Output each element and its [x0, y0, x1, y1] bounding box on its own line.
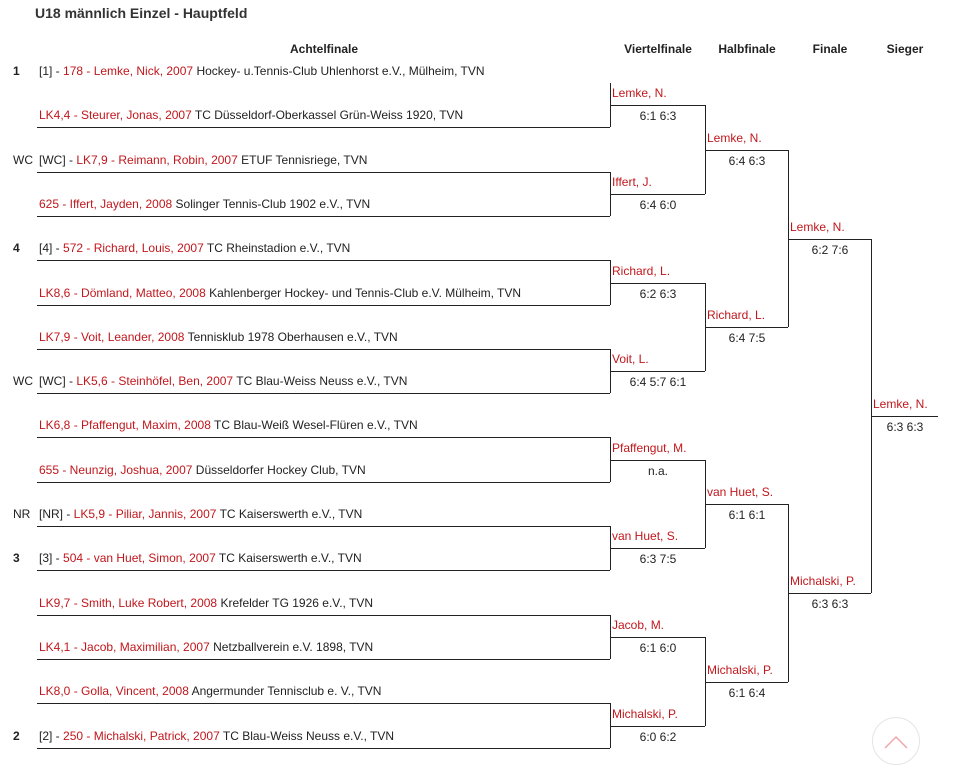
winner-line [610, 726, 705, 727]
winner-name: Michalski, P. [790, 574, 856, 588]
player-name: 625 - Iffert, Jayden, 2008 [39, 197, 173, 211]
player-club: Hockey- u.Tennis-Club Uhlenhorst e.V., Mülheim, TVN [196, 64, 485, 78]
match-score: 6:1 6:0 [639, 641, 677, 655]
winner-line [610, 637, 705, 638]
entry-underline [37, 305, 610, 306]
page-title: U18 männlich Einzel - Hauptfeld [35, 5, 248, 21]
winner-name: Richard, L. [612, 264, 671, 278]
player-club: Tennisklub 1978 Oberhausen e.V., TVN [187, 330, 398, 344]
entry-underline [37, 659, 610, 660]
winner-name: van Huet, S. [707, 485, 774, 499]
player-name: 572 - Richard, Louis, 2007 [63, 241, 204, 255]
match-score: 6:1 6:1 [728, 508, 766, 522]
player-club: TC Blau-Weiß Wesel-Flüren e.V., TVN [214, 418, 418, 432]
player-name: 655 - Neunzig, Joshua, 2007 [39, 463, 193, 477]
match-score: 6:3 6:3 [811, 597, 849, 611]
entry-row [39, 241, 350, 255]
player-name: LK5,9 - Piliar, Jannis, 2007 [73, 507, 217, 521]
entry-row [39, 729, 394, 743]
player-club: Krefelder TG 1926 e.V., TVN [220, 596, 373, 610]
player-name: 504 - van Huet, Simon, 2007 [63, 551, 216, 565]
entry-prefix: [WC] - [39, 153, 77, 167]
seed-label: 2 [13, 729, 20, 743]
match-score: n.a. [647, 464, 669, 478]
winner-name: Lemke, N. [707, 131, 762, 145]
player-club: ETUF Tennisriege, TVN [241, 153, 368, 167]
seed-label: NR [13, 507, 31, 521]
entry-underline [37, 703, 610, 704]
seed-label: 1 [13, 64, 20, 78]
player-name: LK7,9 - Voit, Leander, 2008 [39, 330, 185, 344]
match-score: 6:1 6:4 [728, 686, 766, 700]
winner-name: van Huet, S. [612, 529, 679, 543]
player-name: LK9,7 - Smith, Luke Robert, 2008 [39, 596, 218, 610]
match-score: 6:1 6:3 [639, 109, 677, 123]
champion-score: 6:3 6:3 [886, 420, 924, 434]
entry-underline [37, 349, 610, 350]
player-club: TC Blau-Weiss Neuss e.V., TVN [236, 374, 408, 388]
player-club: Netzballverein e.V. 1898, TVN [213, 640, 374, 654]
match-score: 6:4 6:0 [639, 198, 677, 212]
winner-line [610, 105, 705, 106]
entry-prefix: [2] - [39, 729, 64, 743]
entry-prefix: [NR] - [39, 507, 74, 521]
entry-underline [37, 393, 610, 394]
winner-line [788, 239, 871, 240]
entry-underline [37, 482, 610, 483]
winner-name: Michalski, P. [612, 707, 678, 721]
winner-name: Pfaffengut, M. [612, 441, 687, 455]
entry-prefix: [1] - [39, 64, 64, 78]
entry-row [39, 640, 373, 654]
player-name: LK8,6 - Dömland, Matteo, 2008 [39, 286, 206, 300]
entry-row [39, 418, 418, 432]
player-club: TC Düsseldorf-Oberkassel Grün-Weiss 1920, TVN [194, 108, 464, 122]
winner-line [610, 283, 705, 284]
scroll-to-top-button[interactable] [872, 717, 920, 765]
match-score: 6:4 6:3 [728, 154, 766, 168]
player-club: Angermunder Tennisclub e. V., TVN [191, 684, 382, 698]
chevron-up-icon [873, 718, 919, 764]
match-score: 6:2 7:6 [811, 243, 849, 257]
entry-row [39, 108, 463, 122]
winner-line [705, 504, 788, 505]
header-sieger: Sieger [886, 42, 924, 56]
player-club: TC Rheinstadion e.V., TVN [206, 241, 351, 255]
player-name: LK8,0 - Golla, Vincent, 2008 [39, 684, 189, 698]
player-name: LK6,8 - Pfaffengut, Maxim, 2008 [39, 418, 211, 432]
entry-underline [37, 260, 610, 261]
entry-prefix: [4] - [39, 241, 64, 255]
winner-name: Jacob, M. [612, 618, 665, 632]
winner-name: Voit, L. [612, 352, 649, 366]
entry-row [39, 64, 485, 78]
entry-underline [37, 748, 610, 749]
entry-row [39, 551, 362, 565]
header-viertelfinale: Viertelfinale [624, 42, 692, 56]
winner-line [610, 548, 705, 549]
player-name: LK7,9 - Reimann, Robin, 2007 [76, 153, 238, 167]
player-club: Solinger Tennis-Club 1902 e.V., TVN [175, 197, 371, 211]
entry-underline [37, 526, 610, 527]
entry-underline [37, 172, 610, 173]
entry-underline [37, 615, 610, 616]
match-score: 6:0 6:2 [639, 730, 677, 744]
winner-line [610, 371, 705, 372]
seed-label: WC [13, 374, 33, 388]
winner-name: Iffert, J. [612, 175, 652, 189]
player-name: LK4,4 - Steurer, Jonas, 2007 [39, 108, 192, 122]
entry-row [39, 330, 398, 344]
entry-row [39, 463, 366, 477]
winner-line [610, 194, 705, 195]
entry-prefix: [3] - [39, 551, 64, 565]
winner-name: Lemke, N. [790, 220, 845, 234]
winner-name: Richard, L. [707, 308, 766, 322]
entry-row [39, 684, 381, 698]
entry-underline [37, 216, 610, 217]
entry-row [39, 197, 370, 211]
match-score: 6:4 5:7 6:1 [629, 375, 687, 389]
player-name: LK5,6 - Steinhöfel, Ben, 2007 [76, 374, 234, 388]
entry-prefix: [WC] - [39, 374, 77, 388]
entry-row [39, 374, 407, 388]
entry-row [39, 153, 367, 167]
player-name: LK4,1 - Jacob, Maximilian, 2007 [39, 640, 210, 654]
winner-line [705, 682, 788, 683]
seed-label: 3 [13, 551, 20, 565]
player-club: TC Kaiserswerth e.V., TVN [219, 507, 363, 521]
player-club: Kahlenberger Hockey- und Tennis-Club e.V. Mülheim, TVN [209, 286, 522, 300]
winner-line [705, 150, 788, 151]
winner-line [705, 327, 788, 328]
player-club: Düsseldorfer Hockey Club, TVN [195, 463, 366, 477]
winner-name: Lemke, N. [612, 86, 667, 100]
header-finale: Finale [812, 42, 848, 56]
winner-name: Michalski, P. [707, 663, 773, 677]
player-club: TC Kaiserswerth e.V., TVN [218, 551, 362, 565]
winner-line [788, 593, 871, 594]
match-score: 6:4 7:5 [728, 331, 766, 345]
winner-line [610, 460, 705, 461]
champion-line [871, 416, 938, 417]
entry-row [39, 596, 373, 610]
header-achtelfinale: Achtelfinale [289, 42, 359, 56]
entry-row [39, 286, 521, 300]
champion-name: Lemke, N. [873, 397, 928, 411]
seed-label: WC [13, 153, 33, 167]
match-score: 6:3 7:5 [639, 552, 677, 566]
player-club: TC Blau-Weiss Neuss e.V., TVN [222, 729, 395, 743]
entry-row [39, 507, 362, 521]
player-name: 250 - Michalski, Patrick, 2007 [63, 729, 220, 743]
entry-underline [37, 437, 610, 438]
header-halbfinale: Halbfinale [718, 42, 776, 56]
player-name: 178 - Lemke, Nick, 2007 [63, 64, 194, 78]
entry-underline [37, 127, 610, 128]
seed-label: 4 [13, 241, 20, 255]
match-score: 6:2 6:3 [639, 287, 677, 301]
entry-underline [37, 570, 610, 571]
